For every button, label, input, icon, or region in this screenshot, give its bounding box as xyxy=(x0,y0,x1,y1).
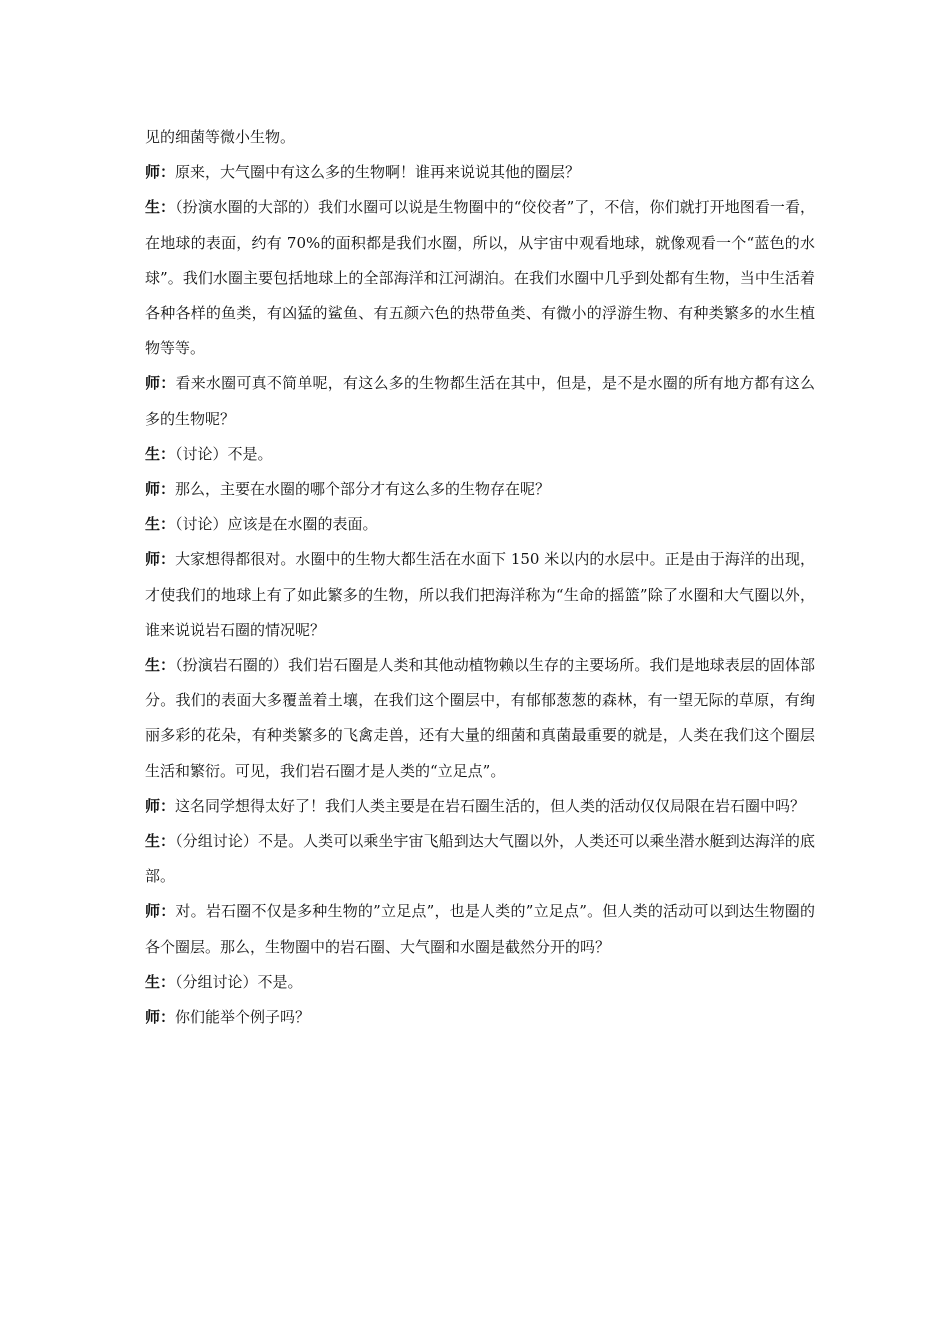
paragraph-text: 这名同学想得太好了！我们人类主要是在岩石圈生活的，但人类的活动仅仅局限在岩石圈中吗？ xyxy=(175,796,806,815)
paragraph-text: （分组讨论）不是。 xyxy=(175,972,303,991)
paragraph-text: 看来水圈可真不简单呢，有这么多的生物都生活在其中，但是，是不是水圈的所有地方都有这么多的生物呢？ xyxy=(145,374,815,428)
speaker-label: 师： xyxy=(145,374,176,393)
paragraph-teacher xyxy=(145,894,815,964)
speaker-label: 师： xyxy=(145,163,176,182)
speaker-label: 师： xyxy=(145,550,176,569)
paragraph-teacher xyxy=(145,155,815,190)
document-body xyxy=(145,120,815,1035)
paragraph-continuation xyxy=(145,120,815,155)
speaker-label: 生： xyxy=(145,972,176,991)
paragraph-text: （扮演水圈的大部的）我们水圈可以说是生物圈中的“佼佼者”了，不信，你们就打开地图看一看，在地球的表面，约有 70%的面积都是我们水圈，所以，从宇宙中观看地球，就像观看一个“蓝色的水球”。我们水圈主要包括地球上的全部海洋和江河湖泊。在我们水圈中几乎到处都有生物，当中生活着各种各样的鱼类，有凶猛的鲨鱼、有五颜六色的热带鱼类、有微小的浮游生物、有种类繁多的水生植物等等。 xyxy=(145,198,815,358)
paragraph-text: 那么，主要在水圈的哪个部分才有这么多的生物存在呢？ xyxy=(175,480,551,499)
paragraph-text: （扮演岩石圈的）我们岩石圈是人类和其他动植物赖以生存的主要场所。我们是地球表层的固体部分。我们的表面大多覆盖着土壤，在我们这个圈层中，有郁郁葱葱的森林，有一望无际的草原，有绚丽多彩的花朵，有种类繁多的飞禽走兽，还有大量的细菌和真菌最重要的就是，人类在我们这个圈层生活和繁衍。可见，我们岩石圈才是人类的“立足点”。 xyxy=(145,656,815,780)
speaker-label: 师： xyxy=(145,480,176,499)
speaker-label: 生： xyxy=(145,444,176,463)
paragraph-text: 你们能举个例子吗？ xyxy=(175,1008,311,1027)
paragraph-text: 见的细菌等微小生物。 xyxy=(145,128,296,146)
speaker-label: 生： xyxy=(145,832,176,851)
paragraph-student xyxy=(145,965,815,1000)
paragraph-text: 原来，大气圈中有这么多的生物啊！谁再来说说其他的圈层？ xyxy=(175,163,581,182)
speaker-label: 师： xyxy=(145,902,176,921)
speaker-label: 师： xyxy=(145,796,176,815)
paragraph-teacher xyxy=(145,789,815,824)
paragraph-student xyxy=(145,507,815,542)
paragraph-student xyxy=(145,437,815,472)
speaker-label: 生： xyxy=(145,656,176,675)
paragraph-text: （讨论）应该是在水圈的表面。 xyxy=(175,515,378,534)
paragraph-student xyxy=(145,190,815,366)
paragraph-student xyxy=(145,824,815,894)
paragraph-text: 大家想得都很对。水圈中的生物大都生活在水面下 150 米以内的水层中。正是由于海洋的出现，才使我们的地球上有了如此繁多的生物，所以我们把海洋称为“生命的摇篮”除了水圈和大气圈以外，谁来说说岩石圈的情况呢？ xyxy=(145,550,815,639)
paragraph-text: （分组讨论）不是。人类可以乘坐宇宙飞船到达大气圈以外，人类还可以乘坐潜水艇到达海洋的底部。 xyxy=(145,832,815,886)
paragraph-student xyxy=(145,648,815,789)
paragraph-teacher xyxy=(145,366,815,436)
paragraph-teacher xyxy=(145,542,815,648)
paragraph-text: （讨论）不是。 xyxy=(175,444,273,463)
paragraph-text: 对。岩石圈不仅是多种生物的”立足点”，也是人类的”立足点”。但人类的活动可以到达生物圈的各个圈层。那么，生物圈中的岩石圈、大气圈和水圈是截然分开的吗？ xyxy=(145,902,815,956)
paragraph-teacher xyxy=(145,472,815,507)
speaker-label: 生： xyxy=(145,515,176,534)
paragraph-teacher xyxy=(145,1000,815,1035)
speaker-label: 师： xyxy=(145,1008,176,1027)
speaker-label: 生： xyxy=(145,198,176,217)
